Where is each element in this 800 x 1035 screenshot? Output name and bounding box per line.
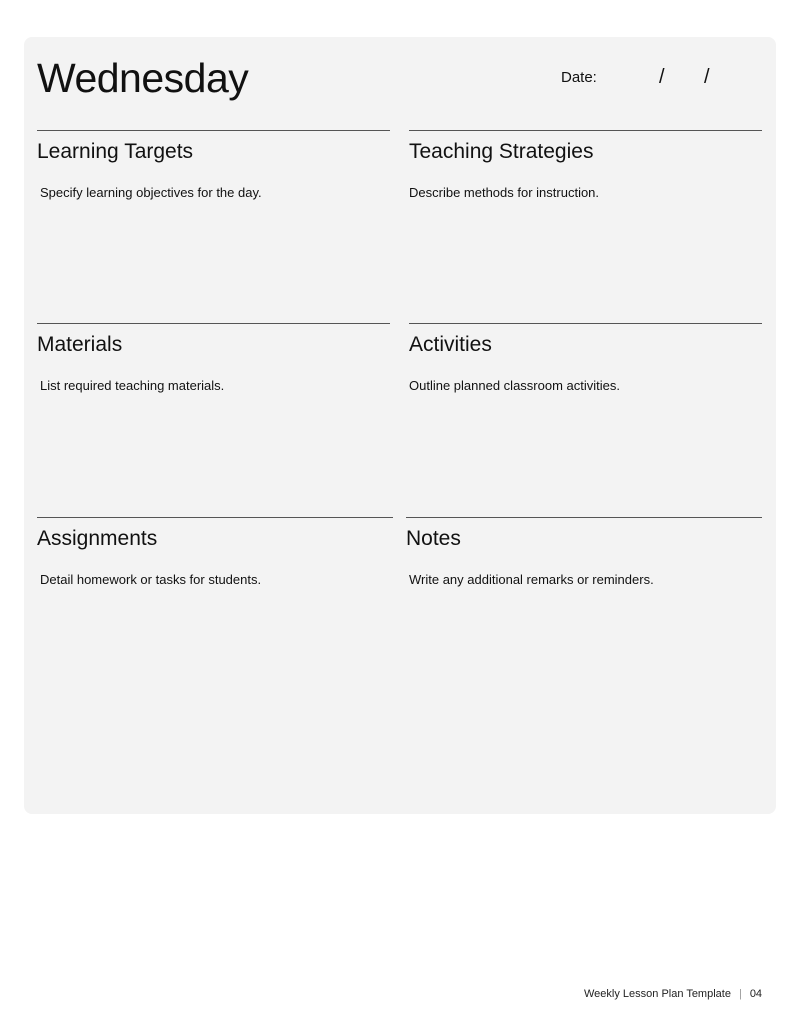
divider	[409, 130, 762, 131]
divider	[37, 517, 393, 518]
section-description: Describe methods for instruction.	[409, 185, 600, 200]
footer	[584, 988, 762, 1000]
section-heading: Materials	[37, 333, 123, 356]
footer-separator: |	[738, 988, 742, 1000]
section-materials	[37, 323, 390, 393]
section-heading: Learning Targets	[37, 140, 194, 163]
section-heading: Notes	[406, 527, 461, 550]
date-separator: /	[659, 66, 665, 88]
section-activities	[409, 323, 762, 393]
footer-title: Weekly Lesson Plan Template	[584, 988, 731, 1000]
section-learning-targets	[37, 130, 390, 200]
section-heading: Teaching Strategies	[409, 140, 594, 163]
section-teaching-strategies	[409, 130, 762, 200]
section-description: Specify learning objectives for the day.	[40, 185, 262, 200]
section-assignments	[37, 517, 393, 587]
divider	[37, 130, 390, 131]
section-description: Outline planned classroom activities.	[409, 378, 620, 393]
section-notes	[406, 517, 762, 587]
divider	[406, 517, 762, 518]
section-heading: Activities	[409, 333, 492, 356]
section-heading: Assignments	[37, 527, 158, 550]
section-description: Detail homework or tasks for students.	[40, 572, 262, 587]
divider	[409, 323, 762, 324]
date-separator: /	[704, 66, 710, 88]
section-description: List required teaching materials.	[40, 378, 225, 393]
page-title: Wednesday	[37, 55, 249, 101]
divider	[37, 323, 390, 324]
section-description: Write any additional remarks or reminders.	[409, 572, 654, 587]
date-label: Date:	[561, 69, 597, 86]
page-number: 04	[749, 988, 763, 1000]
